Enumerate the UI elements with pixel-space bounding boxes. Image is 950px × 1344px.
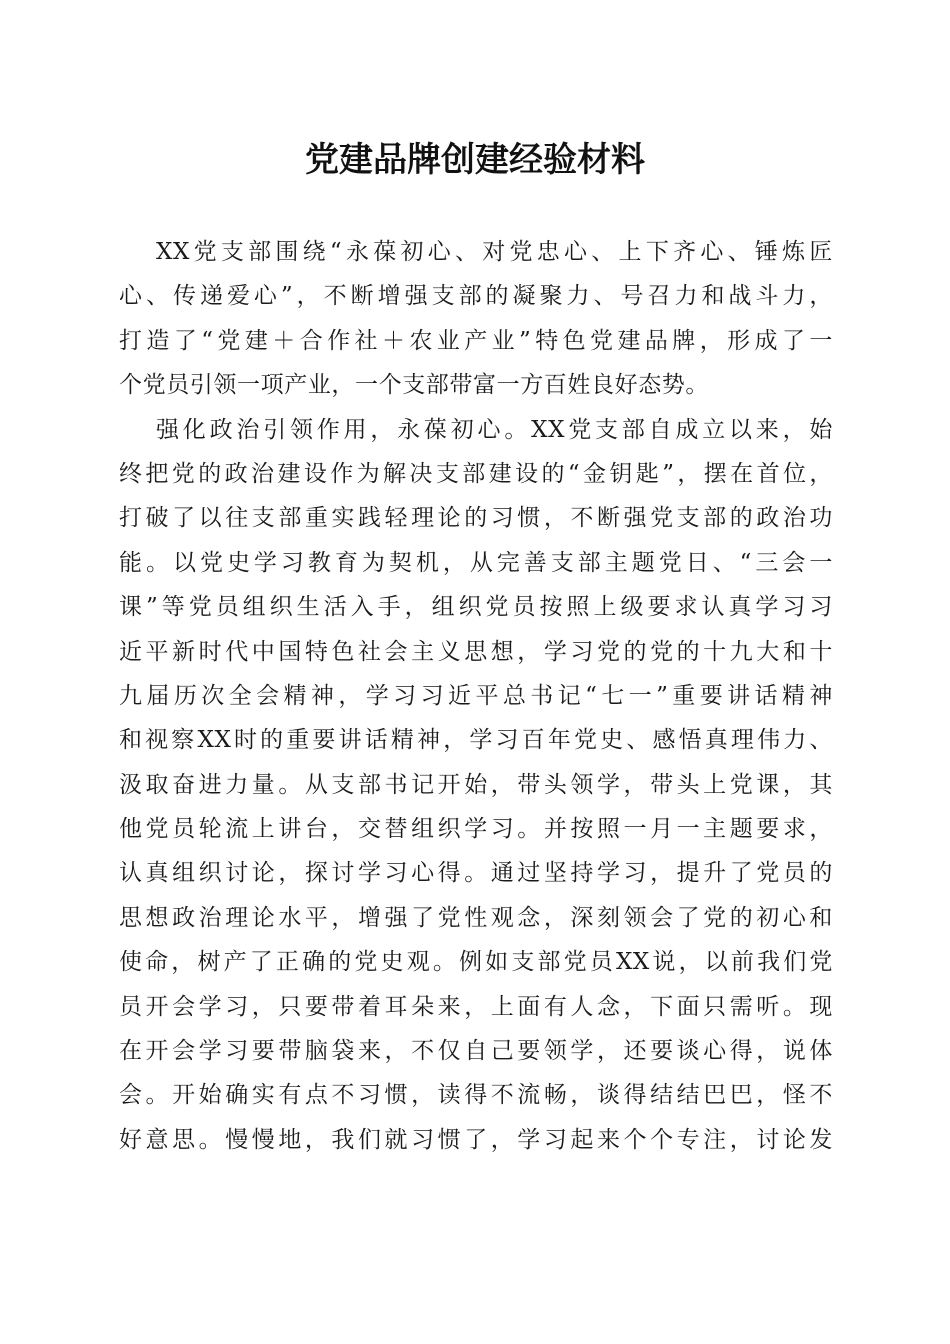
paragraph-line: 个党员引领一项产业，一个支部带富一方百姓良好态势。: [119, 372, 709, 399]
paragraph-line: 打造了“党建＋合作社＋农业产业”特色党建品牌，形成了一: [119, 327, 833, 354]
paragraph-line: 打破了以往支部重实践轻理论的习惯，不断强党支部的政治功: [119, 505, 833, 532]
paragraph-line: 九届历次全会精神，学习习近平总书记“七一”重要讲话精神: [119, 682, 833, 709]
paragraph-line: 使命，树产了正确的党史观。例如支部党员XX说，以前我们党: [119, 949, 833, 976]
paragraph-line: 心、传递爱心”，不断增强支部的凝聚力、号召力和战斗力，: [119, 283, 833, 310]
paragraph-line: 能。以党史学习教育为契机，从完善支部主题党日、“三会一: [119, 549, 833, 576]
paragraph-line: XX党支部围绕“永葆初心、对党忠心、上下齐心、锤炼匠: [156, 239, 833, 265]
paragraph-line: 和视察XX时的重要讲话精神，学习百年党史、感悟真理伟力、: [119, 727, 833, 754]
paragraph-line: 课”等党员组织生活入手，组织党员按照上级要求认真学习习: [119, 594, 833, 621]
paragraph-line: 近平新时代中国特色社会主义思想，学习党的党的十九大和十: [119, 638, 833, 665]
paragraph-line: 汲取奋进力量。从支部书记开始，带头领学，带头上党课，其: [119, 771, 833, 798]
paragraph-line: 他党员轮流上讲台，交替组织学习。并按照一月一主题要求，: [119, 816, 833, 843]
document-title: 党建品牌创建经验材料: [305, 140, 645, 180]
paragraph-line: 认真组织讨论，探讨学习心得。通过坚持学习，提升了党员的: [119, 860, 833, 887]
paragraph-line: 在开会学习要带脑袋来，不仅自己要领学，还要谈心得，说体: [119, 1038, 833, 1065]
paragraph-line: 思想政治理论水平，增强了党性观念，深刻领会了党的初心和: [119, 904, 833, 931]
document-body: [119, 230, 833, 1162]
paragraph-line: 好意思。慢慢地，我们就习惯了，学习起来个个专注，讨论发: [119, 1126, 833, 1153]
paragraph-line: 终把党的政治建设作为解决支部建设的“金钥匙”，摆在首位，: [119, 460, 833, 487]
paragraph-line: 会。开始确实有点不习惯，读得不流畅，谈得结结巴巴，怪不: [119, 1082, 833, 1109]
paragraph-line: 员开会学习，只要带着耳朵来，上面有人念，下面只需听。现: [119, 993, 833, 1020]
paragraph-line: 强化政治引领作用，永葆初心。XX党支部自成立以来，始: [156, 416, 833, 443]
